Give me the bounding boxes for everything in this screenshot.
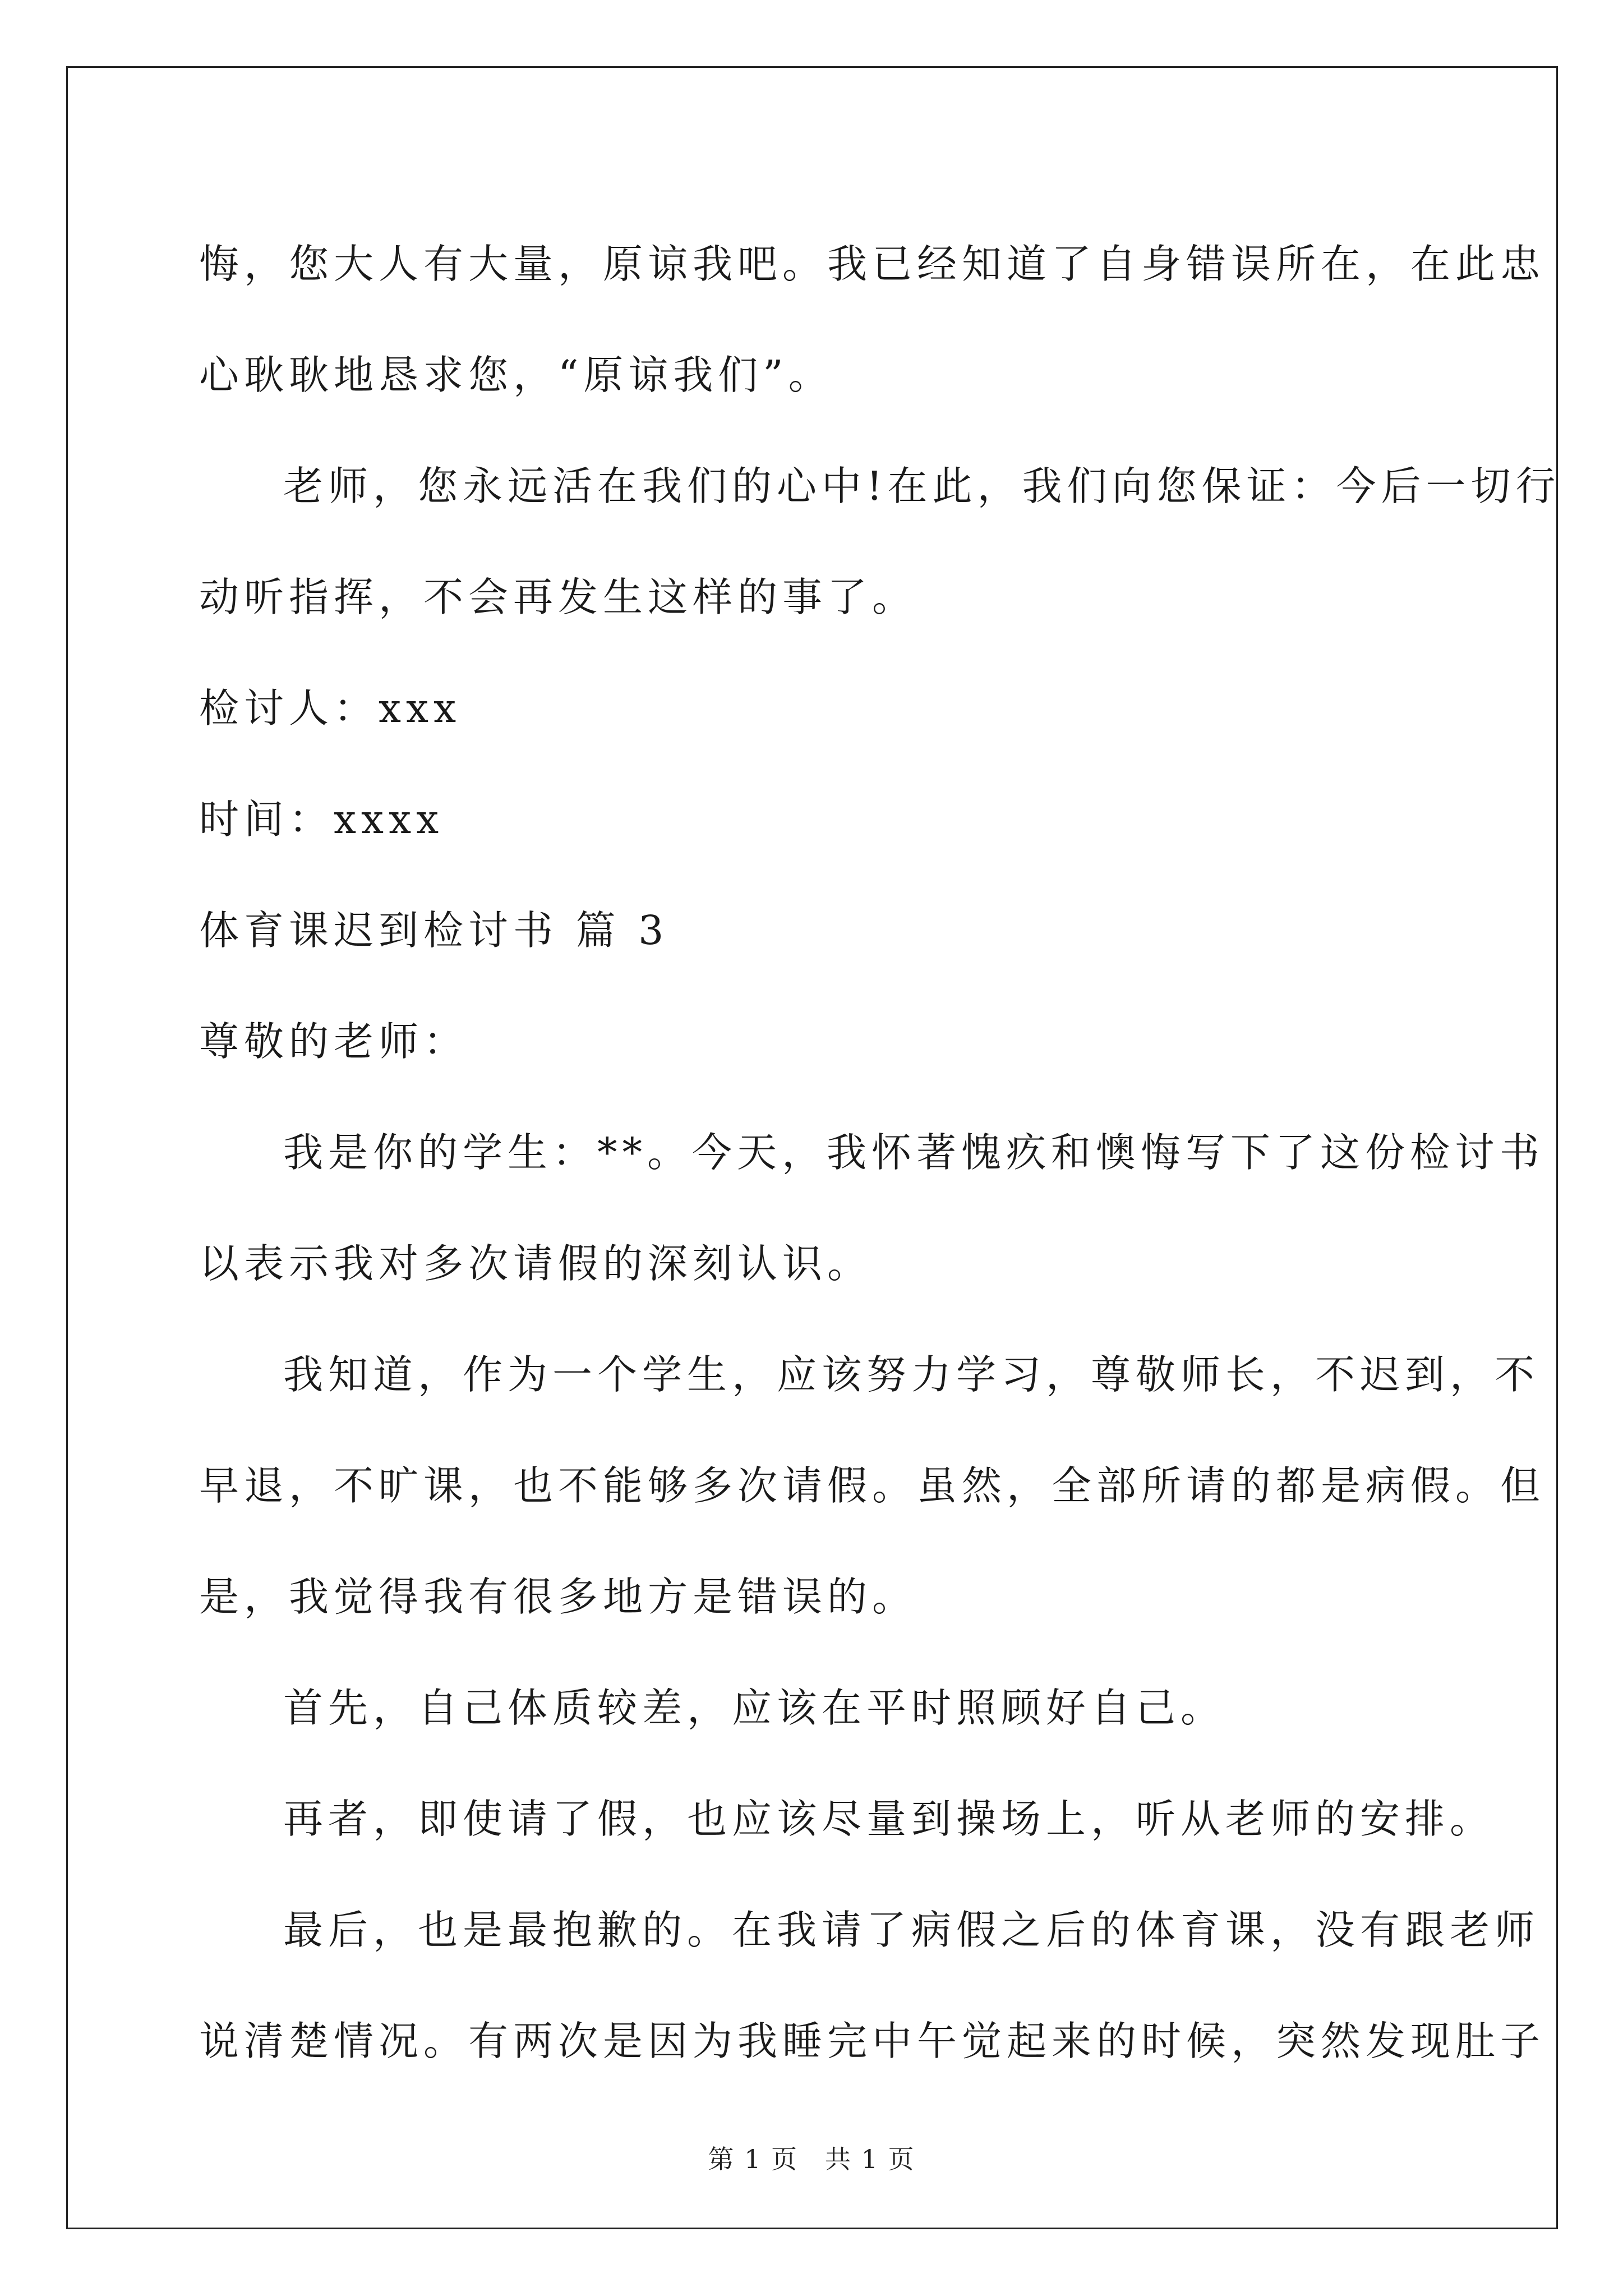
section-title: 体育课迟到检讨书 篇 3: [199, 907, 669, 954]
paragraph-line: 我是你的学生：**。今天，我怀著愧疚和懊悔写下了这份检讨书: [283, 1129, 1545, 1176]
document-body: [199, 209, 1561, 2097]
paragraph-line: 我知道，作为一个学生，应该努力学习，尊敬师长，不迟到，不: [283, 1351, 1540, 1398]
paragraph-line: 再者，即使请了假，也应该尽量到操场上，听从老师的安排。: [283, 1796, 1495, 1842]
paragraph-line: 是，我觉得我有很多地方是错误的。: [199, 1573, 917, 1620]
salutation: 尊敬的老师：: [199, 1018, 469, 1065]
date-line: 时间：xxxx: [199, 796, 444, 843]
paragraph-line: 首先，自己体质较差，应该在平时照顾好自己。: [283, 1685, 1226, 1731]
paragraph-line: 心耿耿地恳求您，“原谅我们”。: [199, 352, 833, 398]
signatory-line: 检讨人：xxx: [199, 685, 462, 731]
page-total: 共 1 页: [825, 2144, 915, 2174]
paragraph-line: 最后，也是最抱歉的。在我请了病假之后的体育课，没有跟老师: [283, 1907, 1540, 1953]
paragraph-line: 早退，不旷课，也不能够多次请假。虽然，全部所请的都是病假。但: [199, 1462, 1546, 1509]
paragraph-line: 动听指挥，不会再发生这样的事了。: [199, 574, 917, 620]
paragraph-line: 老师，您永远活在我们的心中!在此，我们向您保证：今后一切行: [283, 463, 1561, 509]
page-footer: [0, 2139, 1623, 2176]
paragraph-line: 以表示我对多次请假的深刻认识。: [199, 1240, 873, 1287]
page-number: 第 1 页: [708, 2144, 798, 2174]
paragraph-line: 说清楚情况。有两次是因为我睡完中午觉起来的时候，突然发现肚子: [199, 2018, 1546, 2064]
paragraph-line: 悔，您大人有大量，原谅我吧。我已经知道了自身错误所在，在此忠: [199, 241, 1546, 287]
